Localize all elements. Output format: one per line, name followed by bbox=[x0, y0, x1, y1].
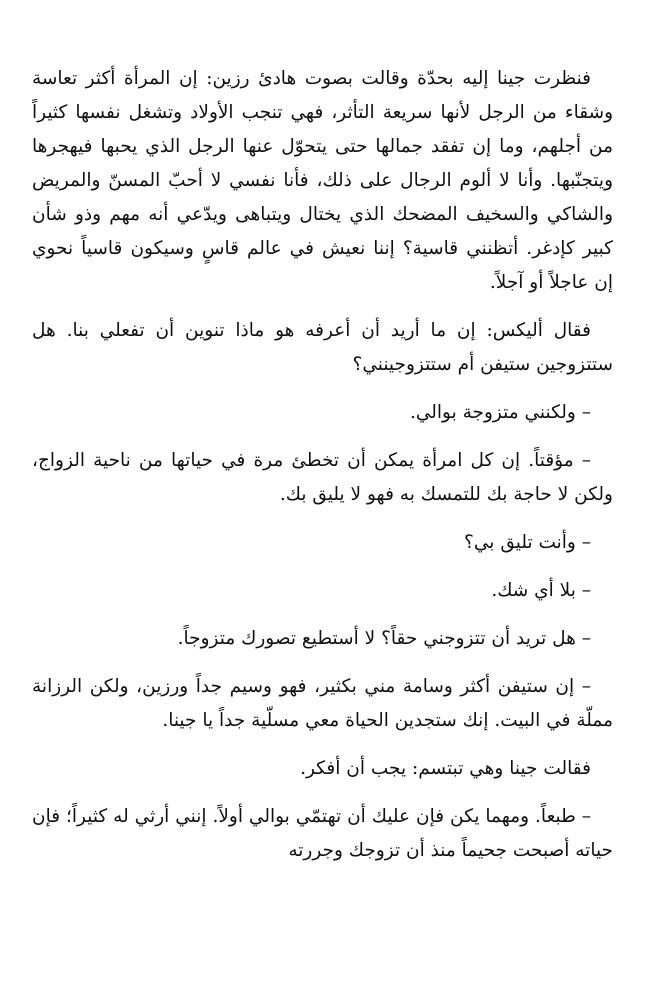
dialogue-line: – بلا أي شك. bbox=[491, 580, 591, 601]
paragraph-gina-reply: فقالت جينا وهي تبتسم: يجب أن أفكر. bbox=[300, 758, 591, 779]
dialogue-line: – وأنت تليق بي؟ bbox=[464, 532, 591, 553]
dialogue-line: – هل تريد أن تتزوجني حقاً؟ لا أستطيع تصورك متزوجاً. bbox=[177, 628, 591, 649]
paragraph-gina-speech: فنظرت جينا إليه بحدّة وقالت بصوت هادئ رزين: إن المرأة أكثر تعاسة وشقاء من الرجل لأنها سريعة التأثر، فهي تنجب الأولاد وتشغل نفسها كثيراً من أجلهم، وما إن تفقد جمالها حتى يتحوّل عنها الرجل الذي يحبها فيهجرها ويتجنّبها. وأنا لا ألوم الرجال على ذلك، فأنا نفسي لا أحبّ المسنّ والمريض والشاكي والسخيف المضحك الذي يختال ويتباهى ويدّعي أنه مهم وذو شأن كبير كإدغر. أتظنني قاسية؟ إننا نعيش في عالم قاسٍ وسيكون قاسياً نحوي إن عاجلاً أو آجلاً. bbox=[32, 68, 613, 293]
dialogue-line: – مؤقتاً. إن كل امرأة يمكن أن تخطئ مرة في حياتها من ناحية الزواج، ولكن لا حاجة بك للتمسك به فهو لا يليق بك. bbox=[32, 450, 613, 505]
paragraph-alex-question: فقال أليكس: إن ما أريد أن أعرفه هو ماذا تنوين أن تفعلي بنا. هل ستتزوجين ستيفن أم ستتزوجينني؟ bbox=[32, 320, 613, 375]
dialogue-line: – ولكنني متزوجة بوالي. bbox=[409, 402, 591, 423]
dialogue-line: – إن ستيفن أكثر وسامة مني بكثير، فهو وسيم جداً ورزين، ولكن الرزانة مملّة في البيت. إنك ستجدين الحياة معي مسلّية جداً يا جينا. bbox=[32, 676, 613, 731]
dialogue-line: – طبعاً. ومهما يكن فإن عليك أن تهتمّي بوالي أولاً. إنني أرثي له كثيراً؛ فإن حياته أصبحت جحيماً منذ أن تزوجك وجررته bbox=[32, 806, 613, 861]
